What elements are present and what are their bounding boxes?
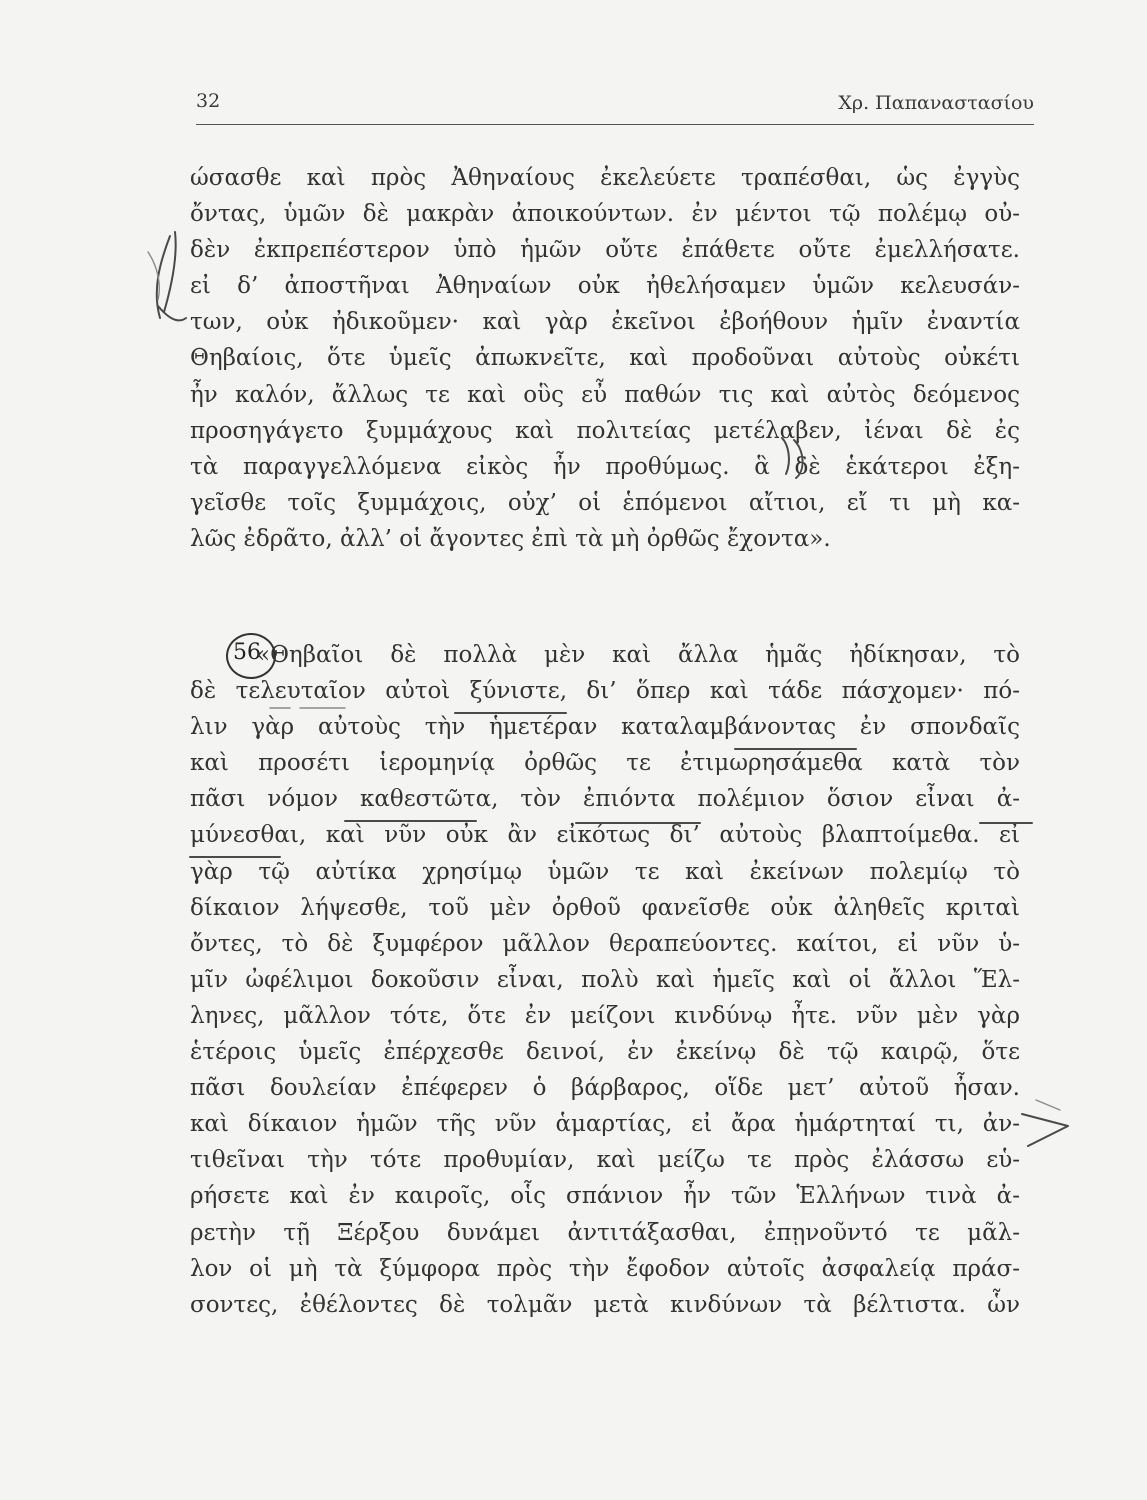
text-line: των, οὐκ ἠδικοῦμεν· καὶ γὰρ ἐκεῖνοι ἐβοήθουν ἡμῖν ἐναντία <box>190 309 1020 336</box>
text-line: ἦν καλόν, ἄλλως τε καὶ οὓς εὖ παθών τις καὶ αὐτὸς δεόμενος <box>190 381 1020 408</box>
text-line: μῖν ὠφέλιμοι δοκοῦσιν εἶναι, πολὺ καὶ ἡμεῖς καὶ οἱ ἄλλοι Ἕλ- <box>190 966 1020 993</box>
text-line: ώσασθε καὶ πρὸς Ἀθηναίους ἐκελεύετε τραπέσθαι, ὡς ἐγγὺς <box>190 165 1020 191</box>
arrow-mark <box>1036 1100 1060 1110</box>
text-line: γὰρ τῷ αὐτίκα χρησίμῳ ὑμῶν τε καὶ ἐκείνων πολεμίῳ τὸ <box>190 858 1020 885</box>
text-line: ἑτέροις ὑμεῖς ἐπέρχεσθε δεινοί, ἐν ἐκείνῳ δὲ τῷ καιρῷ, ὅτε <box>190 1039 1020 1066</box>
text-line: δίκαιον λήψεσθε, τοῦ μὲν ὀρθοῦ φανεῖσθε οὐκ ἀληθεῖς κριταὶ <box>190 894 1020 921</box>
text-line: προσηγάγετο ξυμμάχους καὶ πολιτείας μετέλαβεν, ἰέναι δὲ ἐς <box>190 417 1020 444</box>
text-line: τὰ παραγγελλόμενα εἰκὸς ἦν προθύμως. ἃ δὲ ἑκάτεροι ἐξη- <box>190 453 1020 480</box>
text-line: γεῖσθε τοῖς ξυμμάχοις, οὐχ’ οἱ ἑπόμενοι αἴτιοι, εἴ τι μὴ κα- <box>190 489 1020 516</box>
text-line: λῶς ἐδρᾶτο, ἀλλ’ οἱ ἄγοντες ἐπὶ τὰ μὴ ὀρθῶς ἔχοντα». <box>190 525 831 552</box>
text-line: λον οἱ μὴ τὰ ξύμφορα πρὸς τὴν ἔφοδον αὐτοῖς ἀσφαλείᾳ πράσ- <box>190 1255 1020 1282</box>
text-line: δὲν ἐκπρεπέστερον ὑπὸ ἡμῶν οὔτε ἐπάθετε οὔτε ἐμελλήσατε. <box>190 237 1020 264</box>
text-line: καὶ δίκαιον ἡμῶν τῆς νῦν ἁμαρτίας, εἰ ἄρα ἡμάρτηταί τι, ἀν- <box>190 1111 1020 1138</box>
margin-marker <box>782 438 803 478</box>
text-line: ὄντες, τὸ δὲ ξυμφέρον μᾶλλον θεραπεύοντες. καίτοι, εἰ νῦν ὑ- <box>190 930 1020 957</box>
text-line: τιθεῖναι τὴν τότε προθυμίαν, καὶ μείζω τε πρὸς ἐλάσσω εὑ- <box>190 1147 1020 1174</box>
text-line: ληνες, μᾶλλον τότε, ὅτε ἐν μείζονι κινδύνῳ ἦτε. νῦν μὲν γὰρ <box>190 1002 1020 1029</box>
text-line: σοντες, ἐθέλοντες δὲ τολμᾶν μετὰ κινδύνων τὰ βέλτιστα. ὧν <box>190 1291 1020 1318</box>
text-line: πᾶσι δουλείαν ἐπέφερεν ὁ βάρβαρος, οἵδε μετ’ αὐτοῦ ἦσαν. <box>190 1075 1020 1102</box>
text-line: δὲ τελευταῖον αὐτοὶ ξύνιστε, δι’ ὅπερ καὶ τάδε πάσχομεν· πό- <box>190 678 1020 705</box>
arrow-mark <box>1022 1114 1068 1146</box>
text-line: «Θηβαῖοι δὲ πολλὰ μὲν καὶ ἄλλα ἡμᾶς ἠδίκησαν, τὸ <box>256 642 1020 668</box>
text-line: ρήσετε καὶ ἐν καιροῖς, οἷς σπάνιον ἦν τῶν Ἑλλήνων τινὰ ἀ- <box>190 1183 1020 1210</box>
text-line: εἰ δ’ ἀποστῆναι Ἀθηναίων οὐκ ἠθελήσαμεν ὑμῶν κελευσάν- <box>190 273 1020 300</box>
text-line: ρετὴν τῇ Ξέρξου δυνάμει ἀντιτάξασθαι, ἐπῃνοῦντό τε μᾶλ- <box>190 1219 1020 1246</box>
text-line: ὄντας, ὑμῶν δὲ μακρὰν ἀποικούντων. ἐν μέντοι τῷ πολέμῳ οὐ- <box>190 201 1020 228</box>
text-line: λιν γὰρ αὐτοὺς τὴν ἡμετέραν καταλαμβάνοντας ἐν σπονδαῖς <box>190 714 1020 741</box>
running-head: Χρ. Παπαναστασίου <box>838 92 1034 114</box>
text-line: μύνεσθαι, καὶ νῦν οὐκ ἂν εἰκότως δι’ αὐτοὺς βλαπτοίμεθα. εἰ <box>190 822 1020 849</box>
section-number: 56 <box>233 640 261 665</box>
margin-scribble <box>157 232 186 320</box>
text-line: καὶ προσέτι ἱερομηνίᾳ ὀρθῶς τε ἐτιμωρησάμεθα κατὰ τὸν <box>190 750 1020 777</box>
page-number: 32 <box>196 90 221 112</box>
text-line: Θηβαίοις, ὅτε ὑμεῖς ἀπωκνεῖτε, καὶ προδοῦναι αὐτοὺς οὐκέτι <box>190 345 1020 372</box>
text-line: πᾶσι νόμον καθεστῶτα, τὸν ἐπιόντα πολέμιον ὅσιον εἶναι ἀ- <box>190 786 1020 813</box>
